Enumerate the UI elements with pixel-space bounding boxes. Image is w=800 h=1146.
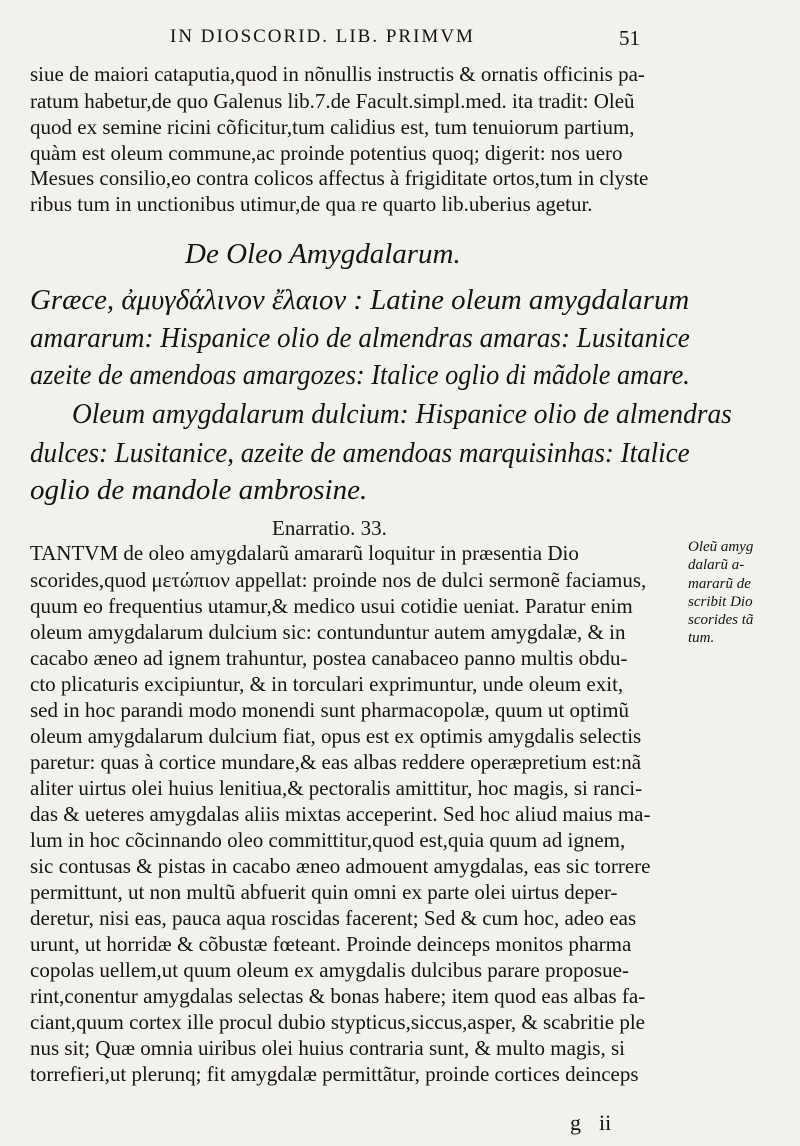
signature-mark: [570, 1110, 650, 1136]
margin-note-line: tum.: [688, 630, 715, 647]
text-line: copolas uellem,ut quum oleum ex amygdalis dulcibus parare proposue-: [30, 958, 629, 982]
text-line: Mesues consilio,eo contra colicos affectus à frigiditate ortos,tum in clyste: [30, 166, 649, 190]
text-line: paretur: quas à cortice mundare,& eas albas reddere operæpretium est:nã: [30, 750, 642, 774]
signature-letter: g: [570, 1110, 581, 1135]
text-line: ciant,quum cortex ille procul dubio stypticus,siccus,asper, & scabritie ple: [30, 1010, 645, 1034]
text-line: ribus tum in unctionibus utimur,de qua re quarto lib.uberius agetur.: [30, 192, 593, 216]
text-line: oleum amygdalarum dulcium fiat, opus est ex optimis amygdalis selectis: [30, 724, 642, 748]
text-line: quàm est oleum commune,ac proinde potentius quoq; digerit: nos uero: [30, 141, 623, 165]
text-line: cacabo æneo ad ignem trahuntur, postea canabaceo panno multis obdu-: [30, 646, 628, 670]
enarratio-heading: Enarratio. 33.: [272, 516, 387, 540]
text-line: ratum habetur,de quo Galenus lib.7.de Facult.simpl.med. ita tradit: Oleũ: [30, 89, 635, 113]
running-header: [170, 26, 640, 48]
names-line: Græce, ἀμυγδάλινον ἔλαιον : Latine oleum amygdalarum: [30, 284, 690, 316]
text-line: TANTVM de oleo amygdalarũ amararũ loquitur in præsentia Dio: [30, 541, 579, 565]
text-line: sic contusas & pistas in cacabo æneo admouent amygdalas, eas sic torrere: [30, 854, 651, 878]
names-line: azeite de amendoas amargozes: Italice oglio di mãdole amare.: [30, 359, 690, 391]
text-line: oleum amygdalarum dulcium sic: contunduntur autem amygdalæ, & in: [30, 620, 626, 644]
margin-note-line: scribit Dio: [688, 593, 753, 610]
text-line: sed in hoc parandi modo monendi sunt pharmacopolæ, quum ut optimũ: [30, 698, 630, 722]
margin-note-line: dalarũ a-: [688, 557, 745, 574]
folio-number: 51: [619, 26, 640, 50]
text-line: aliter uirtus olei huius lenitiua,& pectoralis amittitur, hoc magis, si ranci-: [30, 776, 643, 800]
text-line: rint,conentur amygdalas selectas & bonas habere; item quod eas albas fa-: [30, 984, 646, 1008]
text-line: permittunt, ut non multũ abfuerit quin omni ex parte olei uirtus deper-: [30, 880, 618, 904]
text-line: lum in hoc cõcinnando oleo committitur,quod est,quia quum ad ignem,: [30, 828, 626, 852]
text-line: nus sit; Quæ omnia uiribus olei huius contraria sunt, & multo magis, si: [30, 1036, 625, 1060]
margin-note-line: Oleũ amyg: [688, 539, 754, 555]
names-line: Oleum amygdalarum dulcium: Hispanice olio de almendras: [72, 398, 732, 430]
margin-note-line: scorides tã: [688, 612, 754, 629]
names-line: amararum: Hispanice olio de almendras amaras: Lusitanice: [30, 322, 690, 354]
margin-note-line: mararũ de: [688, 575, 751, 592]
signature-number: ii: [599, 1110, 612, 1135]
text-line: urunt, ut horridæ & cõbustæ fœteant. Proinde deinceps monitos pharma: [30, 932, 632, 956]
text-line: quum eo frequentius utamur,& medico usui cotidie ueniat. Paratur enim: [30, 594, 633, 618]
margin-note: [688, 538, 792, 648]
text-line: das & ueteres amygdalas aliis mixtas acceperint. Sed hoc aliud maius ma-: [30, 802, 651, 826]
text-line: siue de maiori cataputia,quod in nõnullis instructis & ornatis officinis pa-: [30, 62, 645, 86]
text-line: cto plicaturis excipiuntur, & in torculari exprimuntur, unde oleum exit,: [30, 672, 624, 696]
section-title: De Oleo Amygdalarum.: [185, 238, 461, 270]
text-line: torrefieri,ut plerunq; fit amygdalæ permittãtur, proinde cortices deinceps: [30, 1062, 639, 1086]
running-title: IN DIOSCORID. LIB. PRIMVM: [170, 26, 475, 47]
text-line: quod ex semine ricini cõficitur,tum calidius est, tum tenuiorum partium,: [30, 115, 635, 139]
text-line: scorides,quod μετώπιον appellat: proinde nos de dulci sermonẽ faciamus,: [30, 568, 647, 592]
names-line: oglio de mandole ambrosine.: [30, 474, 368, 506]
text-line: deretur, nisi eas, pauca aqua roscidas facerent; Sed & cum hoc, adeo eas: [30, 906, 637, 930]
names-line: dulces: Lusitanice, azeite de amendoas marquisinhas: Italice: [30, 437, 690, 469]
